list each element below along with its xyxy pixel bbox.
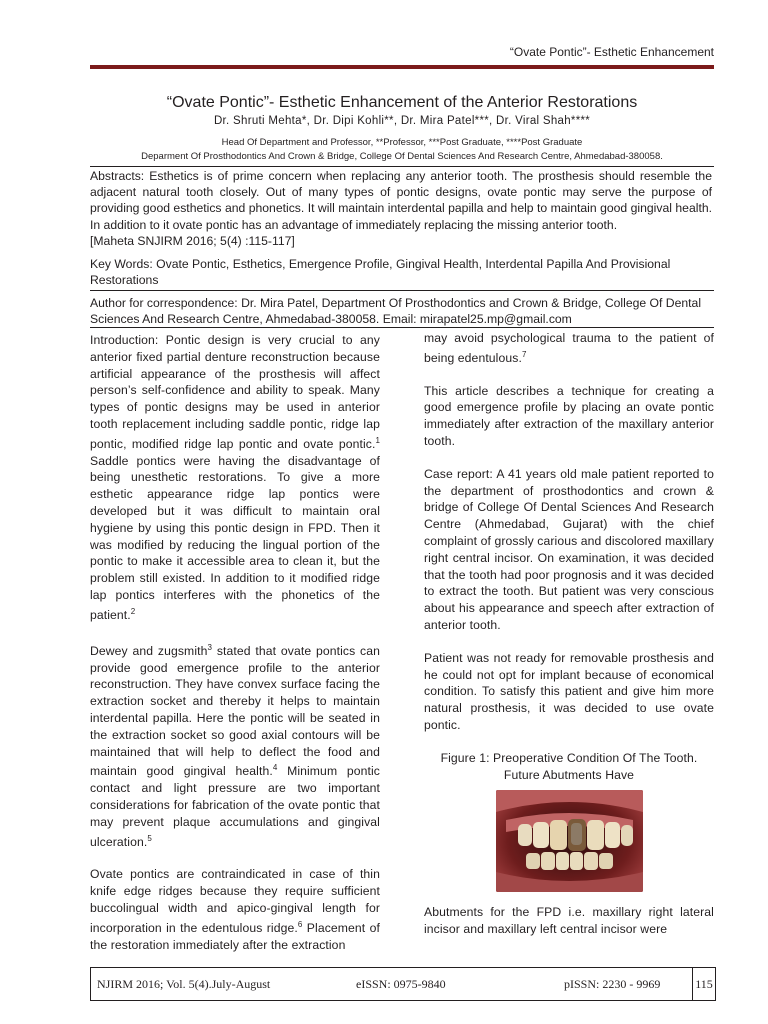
keywords-bottom-rule [90,290,714,291]
author-list: Dr. Shruti Mehta*, Dr. Dipi Kohli**, Dr. Mira Patel***, Dr. Viral Shah**** [213,115,591,127]
article-title: “Ovate Pontic”- Esthetic Enhancement of the Anterior Restorations [166,94,638,111]
left-column [90,332,380,953]
page-number: 115 [692,967,716,1001]
affiliation-institution: Deparment Of Prosthodontics And Crown & Bridge, College Of Dental Sciences And Research Centre, Ahmedabad-380058. [141,151,663,162]
header-rule [90,65,714,69]
body-paragraph [90,640,380,851]
reference-marker: 3 [207,642,213,652]
body-paragraph: Abutments for the FPD i.e. maxillary right lateral incisor and maxillary left central incisor were [424,904,714,936]
footer-eissn: eISSN: 0975-9840 [356,977,446,991]
intro-text-b: Saddle pontics were having the disadvantage of being unesthetic restorations. To give a more esthetic appearance ridge lap pontics were developed but it was difficult to maintain oral hygiene by using this pontic design in FPD. Then it was modified by reducing the lingual portion of the pontic to make it accessible area to clean it, but the problem still existed. In addition to it modified ridge lap pontics interferes with the phonetics of the patient. [90,453,380,622]
running-head: “Ovate Pontic”- Esthetic Enhancement [509,45,714,59]
teeth-photo-illustration [496,790,643,892]
right-column [424,330,714,937]
figure-caption: Figure 1: Preoperative Condition Of The Tooth. Future Abutments Have [440,750,698,782]
footer-pissn: pISSN: 2230 - 9969 [564,977,661,991]
case-report-paragraph: Case report: A 41 years old male patient reported to the department of prosthodontics and crown & bridge of College Of Dental Sciences And Research Centre (Ahmedabad, Gujarat) with the chief complaint of grossly carious and discolored maxillary right central incisor. On examination, it was decided that the tooth had poor prognosis and it was decided to extract the tooth. But patient was very conscious about his appearance and speech after extraction of anterior tooth. [424,466,714,633]
abstract-text: Abstracts: Esthetics is of prime concern when replacing any anterior tooth. The prosthesis should resemble the adjacent natural tooth closely. Out of many types of pontic designs, ovate pontic may serve the purpose of providing good esthetics and phonetics. It will maintain interdental papilla and help to maintain good gingival health. In addition to it ovate pontic has an advantage of immediately replacing the missing anterior tooth. [90,169,712,232]
correspondence-bottom-rule [90,327,714,328]
affiliation-roles: Head Of Department and Professor, **Professor, ***Post Graduate, ****Post Graduate [221,137,583,148]
reference-marker: 6 [297,919,303,929]
correspondence: Author for correspondence: Dr. Mira Patel, Department Of Prosthodontics and Crown & Bridge, College Of Dental Sciences And Research Centre, Ahmedabad-380058. Email: mirapatel25.mp@gmail.com [90,296,702,326]
intro-text-a: Introduction: Pontic design is very crucial to any anterior fixed partial denture reconstruction because artificial appearance of the prosthesis will affect person’s self-confidence and ability to speak. Many types of pontic designs may be used in anterior tooth replacement including saddle pontic, ridge lap pontic, modified ridge lap pontic and ovate pontic. [90,333,380,451]
p2-text-b: stated that ovate pontics can provide good emergence profile to the anterior reconstruction. They have convex surface facing the extraction socket and thereby it helps to maintain interdental papilla. Here the pontic will be seated in the extraction socket so good axial contours will be maintained that will help to deflect the food and maintain good gingival health. [90,643,380,779]
citation: [Maheta SNJIRM 2016; 5(4) :115-117] [90,233,295,248]
body-paragraph: This article describes a technique for creating a good emergence profile by placing an ovate pontic immediately after extraction of the maxillary anterior tooth. [424,383,714,449]
body-paragraph [424,330,714,367]
p2-text-c: Minimum pontic contact and light pressure are two important considerations for fabrication of the ovate pontic that may prevent plaque accumulations and gingival ulceration. [90,764,380,849]
page-footer [90,967,716,1001]
p3-text-b: Placement of the restoration immediately after the extraction [90,920,380,952]
body-paragraph: Patient was not ready for removable prosthesis and he could not opt for implant because of economical condition. To satisfy this patient and give him more natural prosthesis, it was decided to use ovate pontic. [424,650,714,732]
abstract-block [90,168,712,249]
body-paragraph [90,866,380,953]
introduction-paragraph [90,332,380,624]
reference-marker: 5 [147,833,152,843]
r-p1-text: may avoid psychological trauma to the patient of being edentulous. [424,331,714,365]
p2-text-a: Dewey and zugsmith [90,643,208,658]
keywords: Key Words: Ovate Pontic, Esthetics, Emergence Profile, Gingival Health, Interdental Papilla And Provisional Restorations [90,257,671,287]
reference-marker: 7 [521,349,527,359]
reference-marker: 1 [375,435,380,445]
reference-marker: 4 [272,763,278,773]
figure-photo [496,790,643,892]
reference-marker: 2 [130,606,136,616]
p3-text-a: Ovate pontics are contraindicated in case of thin knife edge ridges because they require sufficient buccolingual width and apico-gingival length for incorporation in the edentulous ridge. [90,867,380,935]
abstract-top-rule [90,166,714,167]
footer-journal: NJIRM 2016; Vol. 5(4).July-August [97,977,271,991]
